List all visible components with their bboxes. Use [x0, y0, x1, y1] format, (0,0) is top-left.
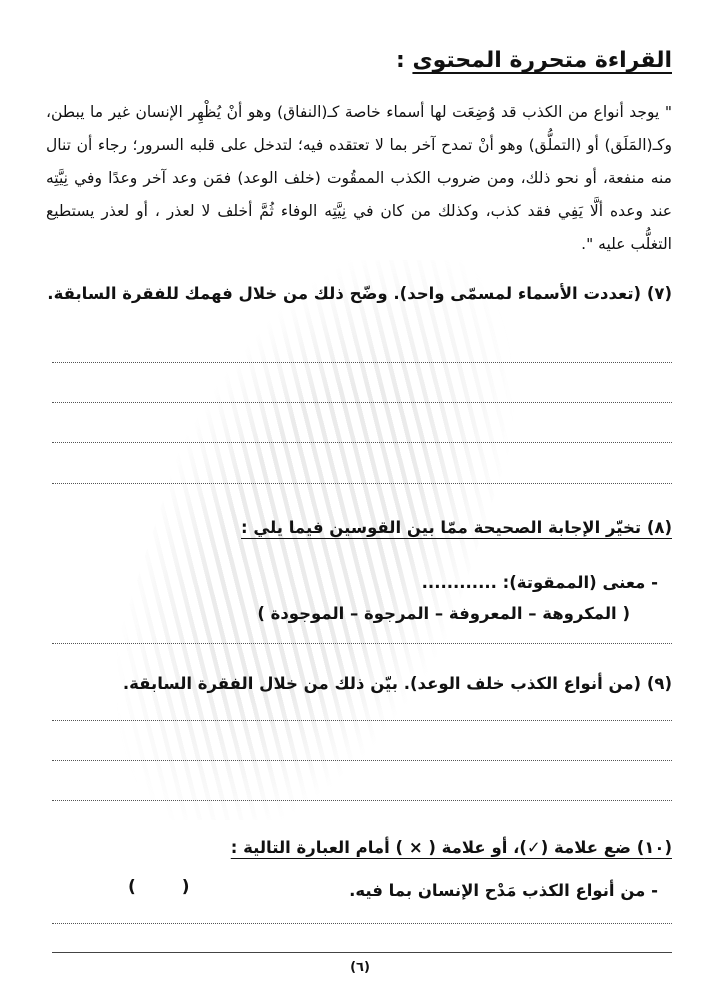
- question-7: (٧) (تعددت الأسماء لمسمّى واحد). وضّح ذلك من خلال فهمك للفقرة السابقة.: [47, 284, 672, 303]
- answer-box[interactable]: ( ): [128, 877, 210, 897]
- answer-line[interactable]: [52, 923, 672, 924]
- answer-line[interactable]: [52, 800, 672, 801]
- question-8-item: - معنى (الممقوتة): ............: [421, 573, 658, 592]
- question-8-heading: (٨) تخيّر الإجابة الصحيحة ممّا بين القوسين فيما يلي :: [241, 518, 672, 537]
- answer-line[interactable]: [52, 362, 672, 363]
- question-8-choices: ( المكروهة – المعروفة – المرجوة – الموجودة ): [257, 604, 630, 623]
- answer-line[interactable]: [52, 760, 672, 761]
- answer-line[interactable]: [52, 643, 672, 644]
- page-number: (٦): [350, 960, 370, 975]
- answer-line[interactable]: [52, 483, 672, 484]
- answer-line[interactable]: [52, 720, 672, 721]
- reading-passage: " يوجد أنواع من الكذب قد وُضِعَت لها أسماء خاصة كـ(النفاق) وهو أنْ يُظْهِر الإنسان غير ما يبطن، وكـ(المَلَق) أو (التملُّق) وهو أنْ تمدح آخر بما لا تعتقده فيه؛ لتدخل على قلبه السرور؛ رجاء أن تنال منه منفعة، أو نحو ذلك، ومن ضروب الكذب الممقُوت (خلف الوعد) فمَن وعد آخر وعدًا وفي نِيَّتِه عند وعده ألَّا يَفِي فقد كذب، وكذلك من كان في نِيَّتِه الوفاء ثُمَّ أخلف لا لعذر ، أو لعذر يستطيع التغلُّب عليه ".: [46, 103, 672, 253]
- footer-divider: [52, 952, 672, 953]
- question-10-heading: (١٠) ضع علامة (✓)، أو علامة ( × ) أمام العبارة التالية :: [230, 838, 672, 857]
- question-9: (٩) (من أنواع الكذب خلف الوعد). بيّن ذلك من خلال الفقرة السابقة.: [122, 674, 672, 693]
- question-10-statement: - من أنواع الكذب مَدْح الإنسان بما فيه.: [349, 881, 658, 900]
- answer-line[interactable]: [52, 442, 672, 443]
- answer-line[interactable]: [52, 402, 672, 403]
- page-title: القراءة متحررة المحتوى :: [395, 48, 672, 73]
